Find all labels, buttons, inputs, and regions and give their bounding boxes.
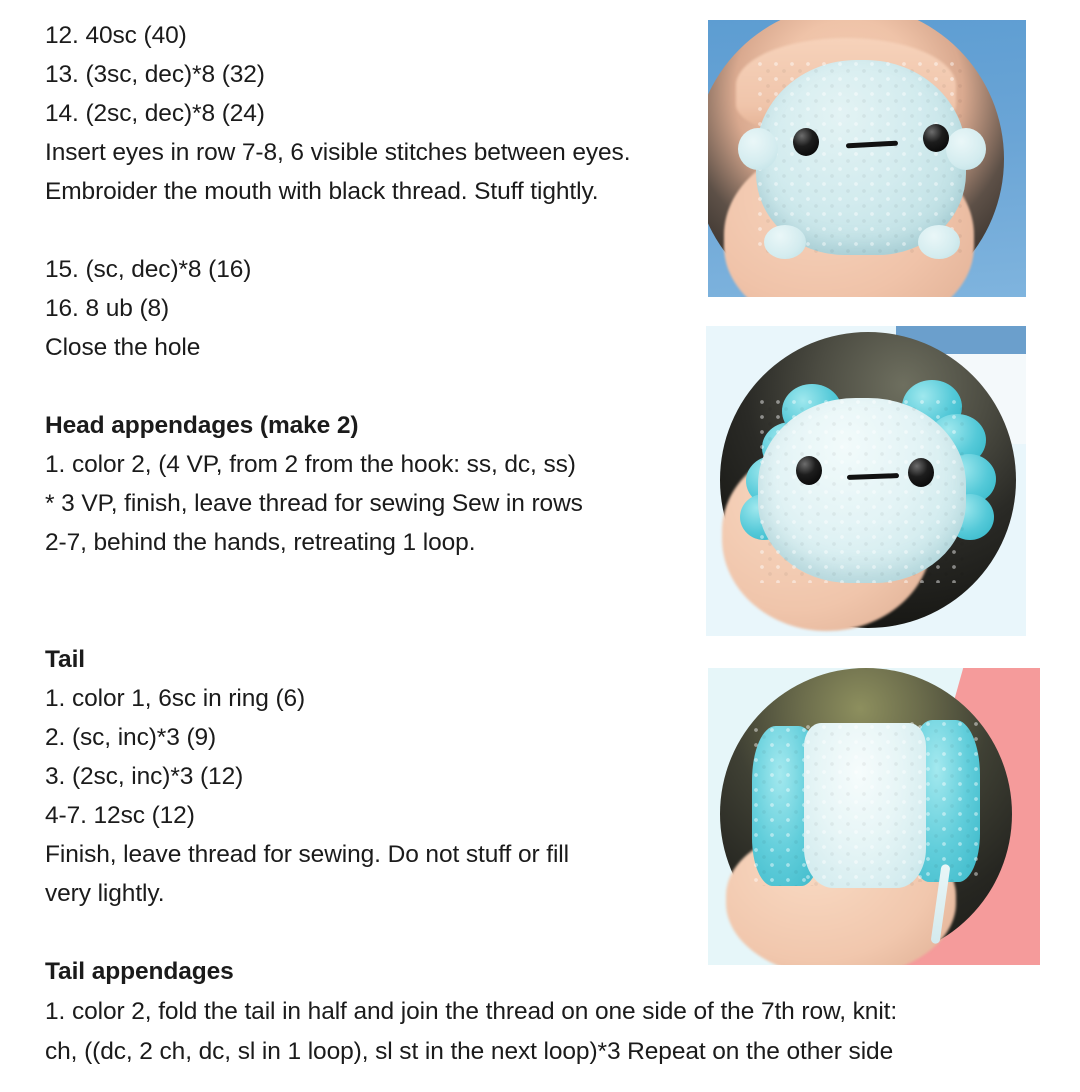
instruction-line: 2-7, behind the hands, retreating 1 loop. [45,529,476,556]
crochet-texture [758,398,966,583]
instruction-line: 16. 8 ub (8) [45,295,170,322]
instruction-line: Embroider the mouth with black thread. Stuff tightly. [45,178,599,205]
instruction-line: 12. 40sc (40) [45,22,187,49]
section-heading-head-appendages: Head appendages (make 2) [45,412,359,439]
instruction-line: 2. (sc, inc)*3 (9) [45,724,217,751]
eye-right [923,124,949,152]
instruction-text-column [45,16,695,913]
instruction-line: 15. (sc, dec)*8 (16) [45,256,252,283]
instruction-line: 1. color 1, 6sc in ring (6) [45,685,306,712]
instruction-line: Close the hole [45,334,201,361]
crochet-texture [804,723,926,888]
instruction-line: 14. (2sc, dec)*8 (24) [45,100,265,127]
blank-line [45,601,695,640]
tail-body [804,723,926,888]
instruction-line: Insert eyes in row 7-8, 6 visible stitches between eyes. [45,139,631,166]
eye-left [796,456,822,485]
instruction-line: Finish, leave thread for sewing. Do not stuff or fill [45,841,569,868]
eye-left [793,128,819,156]
instruction-line: 1. color 2, (4 VP, from 2 from the hook: ss, dc, ss) [45,451,576,478]
tail-appendages-block [45,952,1045,1072]
head-nub-bottom-right [918,225,960,259]
instruction-line: 1. color 2, fold the tail in half and join the thread on one side of the 7th row, knit: [45,998,898,1025]
photo-head-plain [708,20,1026,297]
instruction-line: 13. (3sc, dec)*8 (32) [45,61,265,88]
instruction-line: 4-7. 12sc (12) [45,802,195,829]
axolotl-head-body [758,398,966,583]
instruction-line: ch, ((dc, 2 ch, dc, sl in 1 loop), sl st in the next loop)*3 Repeat on the other side [45,1038,894,1065]
head-nub-bottom-left [764,225,806,259]
instruction-line: very lightly. [45,880,165,907]
blank-line [45,562,695,601]
section-heading-tail-appendages: Tail appendages [45,958,234,985]
photo-head-with-appendages [706,326,1026,636]
instruction-line: 3. (2sc, inc)*3 (12) [45,763,244,790]
section-heading-tail: Tail [45,646,85,673]
photo-tail-with-appendages [708,668,1040,965]
blank-line [45,211,695,250]
blank-line [45,367,695,406]
eye-right [908,458,934,487]
instruction-line: * 3 VP, finish, leave thread for sewing Sew in rows [45,490,583,517]
head-nub-right [946,128,986,170]
head-nub-left [738,128,778,170]
